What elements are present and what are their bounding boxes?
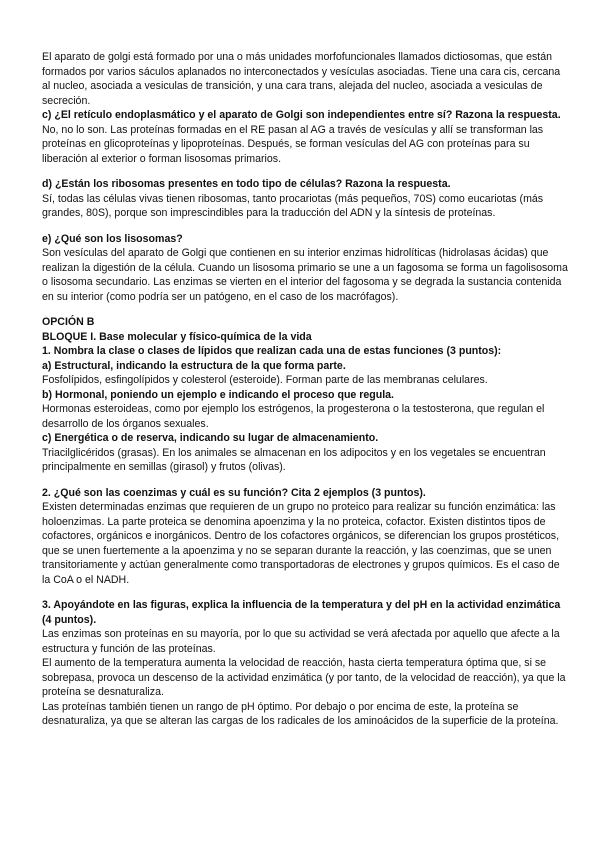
answer-c: No, no lo son. Las proteínas formadas en el RE pasan al AG a través de vesículas y allí se transforman las proteínas en glicoproteínas y lipoproteínas. Después, se forman vesículas del AG con proteínas para su liberación al exterior o forman lisosomas primarios. xyxy=(42,123,544,165)
spacer xyxy=(42,587,570,598)
answer-3-paragraph-1: Las enzimas son proteínas en su mayoría, por lo que su actividad se verá afectada por aquello que afecte a la estructura y función de las proteínas. xyxy=(42,628,560,655)
question-1a: a) Estructural, indicando la estructura de la que forma parte. xyxy=(42,359,346,372)
bloque-heading: BLOQUE I. Base molecular y físico-química de la vida xyxy=(42,330,312,343)
document-page xyxy=(42,50,570,729)
question-1: 1. Nombra la clase o clases de lípidos que realizan cada una de estas funciones (3 puntos): xyxy=(42,345,502,357)
question-1c: c) Energética o de reserva, indicando su lugar de almacenamiento. xyxy=(42,432,379,444)
spacer xyxy=(42,166,570,177)
question-1b: b) Hormonal, poniendo un ejemplo e indicando el proceso que regula. xyxy=(42,388,394,401)
answer-d: Sí, todas las células vivas tienen ribosomas, tanto procariotas (más pequeños, 70S) como eucariotas (más grandes, 80S), porque son imprescindibles para la traducción del ADN y la síntesis de proteínas. xyxy=(42,192,544,219)
answer-e: Son vesículas del aparato de Golgi que contienen en su interior enzimas hidrolíticas (hidrolasas ácidas) que realizan la digestión de la célula. Cuando un lisosoma primario se une a un fagosoma se forma un fagolisosoma o lisosoma secundario. Las enzimas se vierten en el interior del fagosoma y se degrada la sustancia contenida en su interior (como podría ser un patógeno, en el caso de los macrófagos). xyxy=(42,247,568,303)
answer-1c: Triacilglicéridos (grasas). En los animales se almacenan en los adipocitos y en los vegetales se encuentran principalmente en semillas (girasol) y frutos (olivas). xyxy=(42,446,546,473)
option-b-title: OPCIÓN B xyxy=(42,316,95,328)
question-2: 2. ¿Qué son las coenzimas y cuál es su función? Cita 2 ejemplos (3 puntos). xyxy=(42,486,426,499)
answer-1b: Hormonas esteroideas, como por ejemplo los estrógenos, la progesterona o la testosterona, que regulan el desarrollo de los órganos sexuales. xyxy=(42,403,545,430)
answer-3-paragraph-2: El aumento de la temperatura aumenta la velocidad de reacción, hasta cierta temperatura óptima que, si se sobrepasa, provoca un descenso de la actividad enzimática (y por tanto, de la velocidad de reacción), ya que la proteína se desnaturaliza. xyxy=(42,657,566,698)
question-e: e) ¿Qué son los lisosomas? xyxy=(42,232,183,245)
question-d: d) ¿Están los ribosomas presentes en todo tipo de células? Razona la respuesta. xyxy=(42,178,451,190)
spacer xyxy=(42,304,570,315)
spacer xyxy=(42,221,570,232)
answer-2: Existen determinadas enzimas que requieren de un grupo no proteico para realizar su función enzimática: las holoenzimas. La parte proteica se denomina apoenzima y la no proteica, cofactor. Existen distintos tipos de cofactores, orgánicos e inorgánicos. Dentro de los cofactores orgánicos, se diferencian los grupos prostéticos, que se unen fuertemente a la apoenzima y no se separan durante la reacción, y las coenzimas, que se unen transitoriamente y actúan generalmente como transportadoras de electrones y grupos químicos. Es el caso de la CoA o el NADH. xyxy=(42,501,560,586)
question-3: 3. Apoyándote en las figuras, explica la influencia de la temperatura y del pH en la actividad enzimática (4 puntos). xyxy=(42,599,561,626)
question-c: c) ¿El retículo endoplasmático y el aparato de Golgi son independientes entre sí? Razona la respuesta. xyxy=(42,109,561,121)
document-body xyxy=(42,50,570,729)
answer-3-paragraph-3: Las proteínas también tienen un rango de pH óptimo. Por debajo o por encima de este, la proteína se desnaturaliza, ya que se alteran las cargas de los radicales de los aminoácidos de la superficie de la proteína. xyxy=(42,700,559,727)
spacer xyxy=(42,475,570,486)
intro-paragraph: El aparato de golgi está formado por una o más unidades morfofuncionales llamados dictiosomas, que están formados por varios sáculos aplanados no interconectados y vesículas asociadas. Tiene una cara cis, cercana al nucleo, asociada a vesiculas de transición, y una cara trans, alejada del nucleo, asociada a vesiculas de secreción. xyxy=(42,51,561,107)
answer-1a: Fosfolípidos, esfingolípidos y colesterol (esteroide). Forman parte de las membranas celulares. xyxy=(42,374,488,386)
